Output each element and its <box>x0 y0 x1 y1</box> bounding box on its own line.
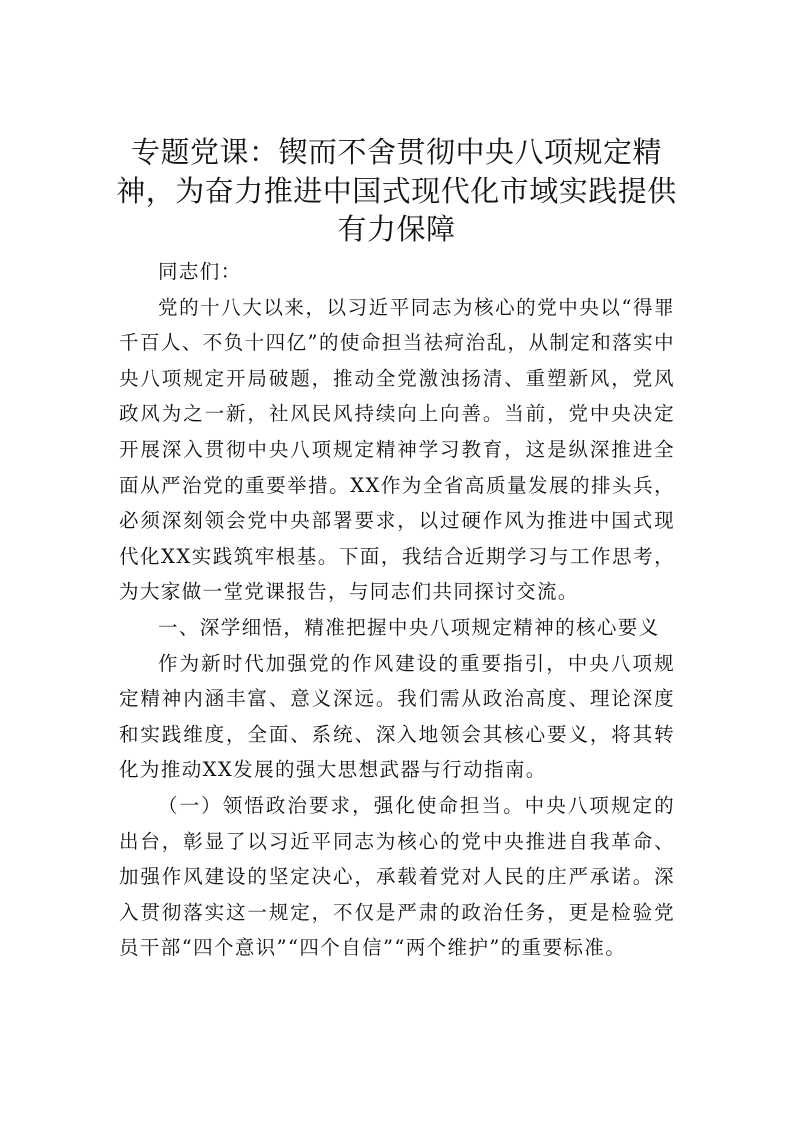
document-title: 专题党课：锲而不舍贯彻中央八项规定精神，为奋力推进中国式现代化市域实践提供有力保障 <box>116 135 677 246</box>
paragraph-section-1: 作为新时代加强党的作风建设的重要指引，中央八项规定精神内涵丰富、意义深远。我们需从政治高度、理论深度和实践维度，全面、系统、深入地领会其核心要义，将其转化为推动XX发展的强大思想武器与行动指南。 <box>119 651 675 782</box>
document-body <box>119 254 675 966</box>
paragraph-subsection-1: （一）领悟政治要求，强化使命担当。中央八项规定的出台，彰显了以习近平同志为核心的党中央推进自我革命、加强作风建设的坚定决心，承载着党对人民的庄严承诺。深入贯彻落实这一规定，不仅是严肃的政治任务，更是检验党员干部“四个意识”“四个自信”“两个维护”的重要标准。 <box>119 793 675 960</box>
section-heading-1: 一、深学细悟，精准把握中央八项规定精神的核心要义 <box>158 615 660 639</box>
salutation: 同志们： <box>158 260 242 283</box>
paragraph-intro: 党的十八大以来，以习近平同志为核心的党中央以“得罪千百人、不负十四亿”的使命担当祛疴治乱，从制定和落实中央八项规定开局破题，推动全党激浊扬清、重塑新风，党风政风为之一新，社风民风持续向上向善。当前，党中央决定开展深入贯彻中央八项规定精神学习教育，这是纵深推进全面从严治党的重要举措。XX作为全省高质量发展的排头兵，必须深刻领会党中央部署要求，以过硬作风为推进中国式现代化XX实践筑牢根基。下面，我结合近期学习与工作思考，为大家做一堂党课报告，与同志们共同探讨交流。 <box>119 295 675 604</box>
